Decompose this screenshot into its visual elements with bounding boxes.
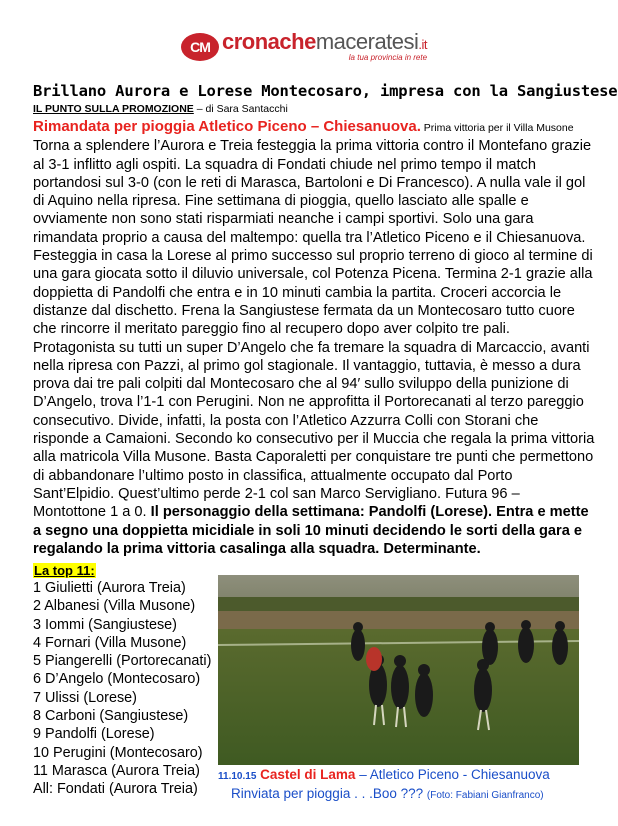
top11-item: 7 Ulissi (Lorese): [33, 689, 137, 706]
logo-part-cronache: cronache: [222, 29, 316, 54]
article-bold-line: a segno una doppietta micidiale in soli 10 minuti decidendo le sorti della gara e: [33, 522, 583, 539]
article-line: consecutivo. Divide, infatti, la posta con l’Atletico Azzurra Colli con Storani che: [33, 412, 539, 429]
article-line: nella ripresa con Pazzi, al primo gol stagionale. Il vantaggio, tuttavia, è messo a dura: [33, 357, 581, 374]
top11-item: 6 D’Angelo (Montecosaro): [33, 671, 201, 688]
article-line: rimandata proprio a causa del maltempo: quella tra l’Atletico Piceno e il Chiesanuova.: [33, 229, 586, 246]
article-line: ovviamente non sono stati risparmiati neanche i campi sportivi. Solo una gara: [33, 211, 534, 228]
match-photo: [218, 575, 579, 765]
caption-date: 11.10.15: [218, 771, 257, 782]
lead-small-text: Prima vittoria per il Villa Musone: [420, 122, 574, 134]
article-line: Protagonista su tutti un super D’Angelo che fa tremare la squadra di Marcaccio, avanti: [33, 339, 590, 356]
article-line: portandosi sul 3-0 (con le reti di Marasca, Bartoloni e Di Francesco). A nulla vale il gol: [33, 174, 586, 191]
photo-caption-line2: [231, 786, 544, 801]
top11-item: 8 Carboni (Sangiustese): [33, 708, 189, 725]
article-line: di Aquino nella ripresa. Fine settimana di pioggia, quello lasciato alle spalle e: [33, 193, 529, 210]
top11-item: 1 Giulietti (Aurora Treia): [33, 580, 186, 596]
top11-item: 5 Piangerelli (Portorecanati): [33, 653, 212, 670]
article-headline: Brillano Aurora e Lorese Montecosaro, impresa con la Sangiustese: [33, 82, 618, 100]
player-of-week-text: Il personaggio della settimana: Pandolfi (Lorese). Entra e mette: [150, 504, 589, 521]
article-line: al 3-1 inflitto agli ospiti. La squadra di Fondati chiude nel primo tempo il match: [33, 156, 536, 173]
logo-badge-icon: CM: [181, 33, 219, 61]
article-line: prova dai tre pali colpiti dal Montecosaro che al 94′ sullo sviluppo della punizione di: [33, 376, 569, 393]
byline-kicker: IL PUNTO SULLA PROMOZIONE: [33, 103, 194, 115]
logo-wordmark: [222, 31, 427, 62]
article-line: distanze dal dischetto. Frena la Sangiustese fermata da un Montecosaro tutto cuore: [33, 302, 575, 319]
lead-red-text: Rimandata per pioggia Atletico Piceno – Chiesanuova.: [33, 118, 421, 135]
byline-author: – di Sara Santacchi: [193, 103, 288, 115]
photo-caption-line1: [218, 767, 550, 782]
top11-title: La top 11:: [34, 563, 95, 578]
top11-item: 4 Fornari (Villa Musone): [33, 634, 187, 651]
article-byline: [33, 103, 288, 115]
top11-item: 11 Marasca (Aurora Treia): [33, 762, 200, 779]
article-bold-line: regalando la prima vittoria casalinga alla squadra. Determinante.: [33, 540, 481, 557]
logo-part-domain: .it: [418, 37, 428, 52]
top11-item: 10 Perugini (Montecosaro): [33, 744, 203, 761]
article-line: risponde a Camaioni. Secondo ko consecutivo per il Muccia che regala la prima vittoria: [33, 431, 595, 448]
article-lead-line: [33, 118, 593, 137]
top11-item: 9 Pandolfi (Lorese): [33, 726, 155, 743]
article-line: Torna a splendere l’Aurora e Treia festeggia la prima vittoria contro il Montefano grazie: [33, 138, 592, 155]
caption-credit: (Foto: Fabiani Gianfranco): [426, 790, 544, 801]
top11-item: All: Fondati (Aurora Treia): [33, 781, 198, 798]
article-body: [33, 118, 593, 558]
logo-tagline: la tua provincia in rete: [348, 53, 428, 62]
article-line-mixed: [33, 503, 593, 521]
article-line: alla matricola Villa Musone. Basta Caporaletti per conquistare tre punti che permettono: [33, 449, 594, 466]
article-line: doppietta di Pandolfi che entra e in 10 minuti cambia la partita. Croceri accorcia le: [33, 284, 562, 301]
top11-item: 2 Albanesi (Villa Musone): [33, 598, 196, 615]
caption-place: Castel di Lama: [260, 767, 356, 782]
article-line: Sant’Elpidio. Quest’ultimo perde 2-1 col san Marco Servigliano. Futura 96 –: [33, 485, 520, 502]
photo-football-field-illustration: [218, 575, 579, 765]
article-line: di abbandonare l’ultimo posto in classifica, attualmente occupato dal Porto: [33, 467, 513, 484]
top11-list: [33, 579, 211, 799]
mixed-plain-text: Montottone 1 a 0.: [33, 504, 151, 521]
caption-match: – Atletico Piceno - Chiesanuova: [355, 767, 550, 782]
top11-item: 3 Iommi (Sangiustese): [33, 616, 177, 633]
article-line: una gara giocata sotto il diluvio universale, col Potenza Picena. Termina 2-1 grazie alla: [33, 266, 593, 283]
article-line: Festeggia in casa la Lorese al primo successo sul proprio terreno di gioco al termine di: [33, 248, 593, 265]
article-line: che rincorre il meritato pareggio fino al recupero dopo aver colpito tre pali.: [33, 321, 510, 338]
article-line: D’Angelo, trova l’1-1 con Perugini. Non ne approfitta il Portorecanati al terzo pareggio: [33, 394, 584, 411]
site-logo[interactable]: [181, 31, 427, 65]
caption-note: Rinviata per pioggia . . .Boo ???: [231, 786, 424, 801]
logo-part-maceratesi: maceratesi: [315, 29, 419, 54]
